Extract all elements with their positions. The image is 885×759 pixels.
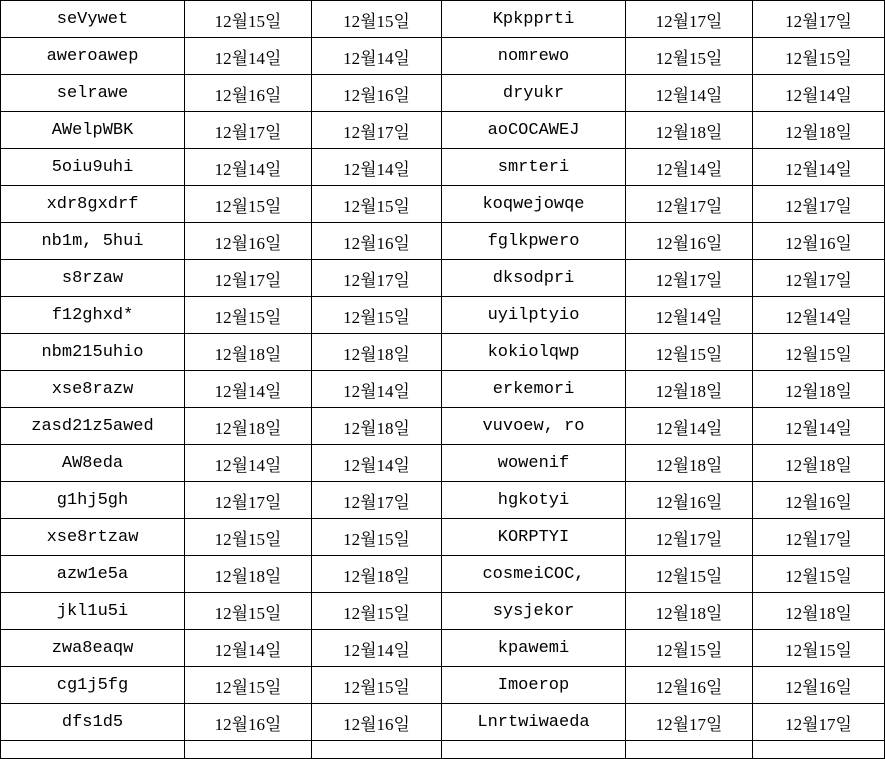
cell-date-b1[interactable]: 12월18일 [626, 445, 753, 482]
cell-date-b2[interactable]: 12월15일 [753, 630, 885, 667]
cell-item-a[interactable]: AW8eda [1, 445, 185, 482]
cell-date-b1[interactable]: 12월15일 [626, 630, 753, 667]
cell-date-a1[interactable]: 12월15일 [185, 297, 312, 334]
cell-item-b[interactable]: dryukr [442, 75, 626, 112]
cell-item-a[interactable]: xse8rtzaw [1, 519, 185, 556]
cell-date-a1[interactable]: 12월15일 [185, 593, 312, 630]
table-row[interactable] [1, 38, 885, 75]
table-row[interactable] [1, 630, 885, 667]
table-row[interactable] [1, 297, 885, 334]
cell-item-b[interactable]: hgkotyi [442, 482, 626, 519]
cell-date-b2[interactable]: 12월18일 [753, 445, 885, 482]
cell-date-a1[interactable]: 12월17일 [185, 260, 312, 297]
table-row[interactable] [1, 667, 885, 704]
cell-date-b1[interactable]: 12월18일 [626, 371, 753, 408]
cell-date-a1[interactable]: 12월18일 [185, 334, 312, 371]
cell-item-b[interactable]: KORPTYI [442, 519, 626, 556]
cell-item-b[interactable]: cosmeiCOC, [442, 556, 626, 593]
cell-date-a1[interactable]: 12월15일 [185, 667, 312, 704]
cell-item-b[interactable]: erkemori [442, 371, 626, 408]
cell-item-b[interactable]: smrteri [442, 149, 626, 186]
cell-date-b1[interactable]: 12월14일 [626, 297, 753, 334]
table-row[interactable] [1, 593, 885, 630]
cell-item-b[interactable]: vuvoew, ro [442, 408, 626, 445]
cell-date-b2[interactable]: 12월17일 [753, 260, 885, 297]
table-row[interactable] [1, 75, 885, 112]
cell-date-b1[interactable]: 12월18일 [626, 593, 753, 630]
cell-date-b2[interactable]: 12월17일 [753, 704, 885, 741]
table-row[interactable] [1, 482, 885, 519]
table-row[interactable] [1, 149, 885, 186]
cell-date-b2[interactable]: 12월14일 [753, 408, 885, 445]
cell-item-b[interactable]: dksodpri [442, 260, 626, 297]
cell-date-b1[interactable] [626, 741, 753, 759]
cell-date-b1[interactable]: 12월14일 [626, 149, 753, 186]
cell-date-a2[interactable]: 12월18일 [312, 556, 442, 593]
cell-item-a[interactable]: AWelpWBK [1, 112, 185, 149]
cell-date-a1[interactable]: 12월14일 [185, 371, 312, 408]
cell-date-b1[interactable]: 12월15일 [626, 334, 753, 371]
cell-date-b2[interactable]: 12월16일 [753, 482, 885, 519]
cell-date-b1[interactable]: 12월14일 [626, 408, 753, 445]
table-row[interactable] [1, 519, 885, 556]
table-row[interactable] [1, 1, 885, 38]
cell-date-b1[interactable]: 12월16일 [626, 482, 753, 519]
cell-item-b[interactable]: kpawemi [442, 630, 626, 667]
cell-date-a1[interactable]: 12월14일 [185, 38, 312, 75]
cell-item-a[interactable]: seVywet [1, 1, 185, 38]
cell-date-a2[interactable]: 12월14일 [312, 371, 442, 408]
cell-item-a[interactable]: xdr8gxdrf [1, 186, 185, 223]
cell-item-b[interactable]: wowenif [442, 445, 626, 482]
cell-item-a[interactable]: xse8razw [1, 371, 185, 408]
cell-date-a1[interactable]: 12월14일 [185, 445, 312, 482]
cell-date-b2[interactable]: 12월18일 [753, 112, 885, 149]
table-row[interactable] [1, 556, 885, 593]
cell-item-b[interactable]: sysjekor [442, 593, 626, 630]
cell-date-a2[interactable]: 12월16일 [312, 223, 442, 260]
cell-date-a2[interactable]: 12월15일 [312, 519, 442, 556]
table-row[interactable] [1, 223, 885, 260]
table-row[interactable] [1, 741, 885, 759]
cell-date-a1[interactable]: 12월15일 [185, 1, 312, 38]
cell-date-b1[interactable]: 12월17일 [626, 704, 753, 741]
cell-item-b[interactable] [442, 741, 626, 759]
cell-date-a1[interactable]: 12월15일 [185, 519, 312, 556]
cell-date-b2[interactable]: 12월14일 [753, 149, 885, 186]
table-body [1, 1, 885, 759]
cell-item-b[interactable]: koqwejowqe [442, 186, 626, 223]
cell-item-a[interactable]: zwa8eaqw [1, 630, 185, 667]
cell-item-b[interactable]: Kpkpprti [442, 1, 626, 38]
cell-date-a2[interactable]: 12월16일 [312, 704, 442, 741]
table-row[interactable] [1, 704, 885, 741]
cell-date-a2[interactable]: 12월14일 [312, 630, 442, 667]
table-row[interactable] [1, 445, 885, 482]
cell-date-a2[interactable]: 12월15일 [312, 186, 442, 223]
table-row[interactable] [1, 112, 885, 149]
cell-date-b1[interactable]: 12월17일 [626, 260, 753, 297]
cell-item-b[interactable]: Lnrtwiwaeda [442, 704, 626, 741]
cell-date-b2[interactable]: 12월17일 [753, 519, 885, 556]
cell-date-b1[interactable]: 12월15일 [626, 38, 753, 75]
cell-date-b1[interactable]: 12월16일 [626, 667, 753, 704]
cell-item-a[interactable]: jkl1u5i [1, 593, 185, 630]
cell-item-a[interactable] [1, 741, 185, 759]
cell-date-b1[interactable]: 12월15일 [626, 556, 753, 593]
table-row[interactable] [1, 371, 885, 408]
cell-date-b2[interactable]: 12월18일 [753, 593, 885, 630]
cell-date-b1[interactable]: 12월18일 [626, 112, 753, 149]
cell-item-a[interactable]: dfs1d5 [1, 704, 185, 741]
cell-date-a2[interactable] [312, 741, 442, 759]
cell-date-a2[interactable]: 12월15일 [312, 1, 442, 38]
cell-date-a2[interactable]: 12월17일 [312, 112, 442, 149]
cell-date-a2[interactable]: 12월17일 [312, 482, 442, 519]
cell-date-a1[interactable]: 12월17일 [185, 482, 312, 519]
table-row[interactable] [1, 186, 885, 223]
cell-item-b[interactable]: aoCOCAWEJ [442, 112, 626, 149]
cell-item-b[interactable]: uyilptyio [442, 297, 626, 334]
cell-date-a2[interactable]: 12월17일 [312, 260, 442, 297]
cell-date-a2[interactable]: 12월14일 [312, 38, 442, 75]
table-row[interactable] [1, 260, 885, 297]
cell-date-b2[interactable]: 12월17일 [753, 186, 885, 223]
cell-item-b[interactable]: kokiolqwp [442, 334, 626, 371]
cell-item-a[interactable]: f12ghxd* [1, 297, 185, 334]
cell-date-a2[interactable]: 12월18일 [312, 408, 442, 445]
cell-date-b2[interactable]: 12월18일 [753, 371, 885, 408]
cell-date-b2[interactable]: 12월16일 [753, 223, 885, 260]
cell-date-a2[interactable]: 12월16일 [312, 75, 442, 112]
cell-date-a1[interactable]: 12월15일 [185, 186, 312, 223]
cell-date-a1[interactable]: 12월16일 [185, 704, 312, 741]
cell-item-b[interactable]: fglkpwero [442, 223, 626, 260]
cell-date-a1[interactable]: 12월18일 [185, 556, 312, 593]
cell-date-a1[interactable]: 12월14일 [185, 149, 312, 186]
cell-item-b[interactable]: nomrewo [442, 38, 626, 75]
cell-date-b1[interactable]: 12월16일 [626, 223, 753, 260]
cell-date-a2[interactable]: 12월14일 [312, 149, 442, 186]
cell-date-a1[interactable]: 12월17일 [185, 112, 312, 149]
cell-item-a[interactable]: nb1m, 5hui [1, 223, 185, 260]
cell-date-b1[interactable]: 12월17일 [626, 186, 753, 223]
cell-item-a[interactable]: 5oiu9uhi [1, 149, 185, 186]
cell-date-a2[interactable]: 12월18일 [312, 334, 442, 371]
cell-date-a2[interactable]: 12월14일 [312, 445, 442, 482]
cell-date-b2[interactable]: 12월14일 [753, 297, 885, 334]
cell-date-b1[interactable]: 12월17일 [626, 519, 753, 556]
cell-date-b2[interactable]: 12월15일 [753, 38, 885, 75]
cell-item-a[interactable]: cg1j5fg [1, 667, 185, 704]
cell-date-a1[interactable]: 12월18일 [185, 408, 312, 445]
cell-date-a2[interactable]: 12월15일 [312, 667, 442, 704]
table-row[interactable] [1, 408, 885, 445]
cell-date-b1[interactable]: 12월17일 [626, 1, 753, 38]
cell-date-a2[interactable]: 12월15일 [312, 593, 442, 630]
cell-date-b2[interactable]: 12월17일 [753, 1, 885, 38]
cell-date-b2[interactable]: 12월14일 [753, 75, 885, 112]
cell-item-a[interactable]: nbm215uhio [1, 334, 185, 371]
cell-date-a1[interactable]: 12월16일 [185, 75, 312, 112]
table-row[interactable] [1, 334, 885, 371]
cell-date-a1[interactable] [185, 741, 312, 759]
cell-date-b2[interactable]: 12월16일 [753, 667, 885, 704]
cell-item-a[interactable]: zasd21z5awed [1, 408, 185, 445]
cell-item-a[interactable]: s8rzaw [1, 260, 185, 297]
cell-date-b2[interactable]: 12월15일 [753, 334, 885, 371]
cell-date-b2[interactable] [753, 741, 885, 759]
cell-item-b[interactable]: Imoerop [442, 667, 626, 704]
cell-date-a1[interactable]: 12월16일 [185, 223, 312, 260]
cell-item-a[interactable]: azw1e5a [1, 556, 185, 593]
cell-item-a[interactable]: selrawe [1, 75, 185, 112]
cell-date-a2[interactable]: 12월15일 [312, 297, 442, 334]
cell-date-b2[interactable]: 12월15일 [753, 556, 885, 593]
cell-item-a[interactable]: g1hj5gh [1, 482, 185, 519]
cell-date-b1[interactable]: 12월14일 [626, 75, 753, 112]
cell-item-a[interactable]: aweroawep [1, 38, 185, 75]
cell-date-a1[interactable]: 12월14일 [185, 630, 312, 667]
